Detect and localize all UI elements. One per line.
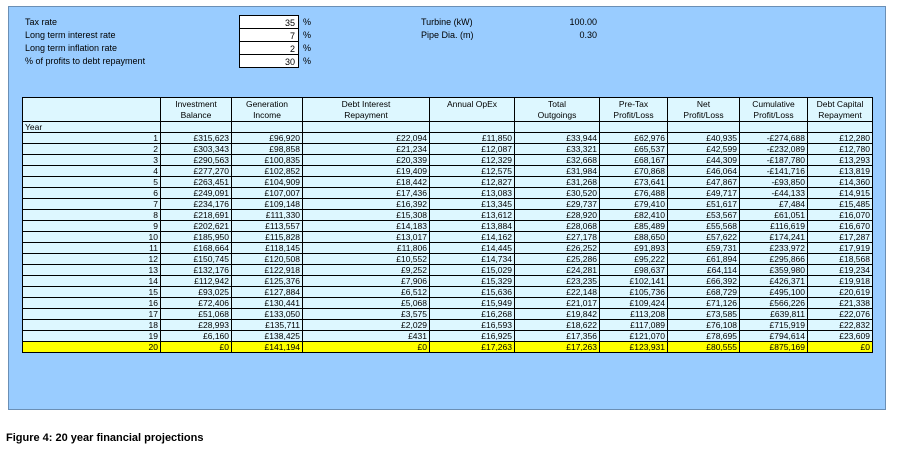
value-cell: £15,308 — [303, 210, 430, 221]
column-header — [430, 110, 515, 122]
tax-rate-cell[interactable]: 35 — [239, 15, 299, 29]
table-row — [23, 265, 873, 276]
value-cell: £13,017 — [303, 232, 430, 243]
value-cell: £76,108 — [668, 320, 740, 331]
value-cell: £17,287 — [808, 232, 873, 243]
value-cell: £98,637 — [600, 265, 668, 276]
param-unit: % — [303, 17, 312, 27]
param-label: Tax rate — [25, 17, 58, 27]
value-cell: £566,226 — [740, 298, 808, 309]
value-cell: £150,745 — [161, 254, 232, 265]
value-cell: £495,100 — [740, 287, 808, 298]
value-cell: £24,281 — [515, 265, 600, 276]
value-cell: £21,017 — [515, 298, 600, 309]
year-cell: 13 — [23, 265, 161, 276]
value-cell: £61,894 — [668, 254, 740, 265]
column-header: Balance — [161, 110, 232, 122]
value-cell: £185,950 — [161, 232, 232, 243]
year-cell: 3 — [23, 155, 161, 166]
value-cell: £123,931 — [600, 342, 668, 353]
value-cell: £168,664 — [161, 243, 232, 254]
value-cell: £102,852 — [232, 166, 303, 177]
value-cell: £25,286 — [515, 254, 600, 265]
table-row — [23, 309, 873, 320]
value-cell: £100,835 — [232, 155, 303, 166]
value-cell: £17,263 — [515, 342, 600, 353]
value-cell: £15,636 — [430, 287, 515, 298]
value-cell: £68,729 — [668, 287, 740, 298]
value-cell: £3,575 — [303, 309, 430, 320]
table-row — [23, 232, 873, 243]
value-cell: £59,731 — [668, 243, 740, 254]
year-cell: 17 — [23, 309, 161, 320]
value-cell: £14,445 — [430, 243, 515, 254]
param-label: Long term inflation rate — [25, 43, 118, 53]
debt-repayment-cell[interactable]: 30 — [239, 54, 299, 68]
value-cell: £13,345 — [430, 199, 515, 210]
value-cell: £15,329 — [430, 276, 515, 287]
value-cell: £249,091 — [161, 188, 232, 199]
table-row — [23, 298, 873, 309]
value-cell: £102,141 — [600, 276, 668, 287]
table-row — [23, 287, 873, 298]
table-row — [23, 144, 873, 155]
value-cell: £21,338 — [808, 298, 873, 309]
year-cell: 6 — [23, 188, 161, 199]
table-row — [23, 188, 873, 199]
value-cell: £11,806 — [303, 243, 430, 254]
value-cell: £138,425 — [232, 331, 303, 342]
param-unit: % — [303, 30, 312, 40]
value-cell: £14,162 — [430, 232, 515, 243]
value-cell: £27,178 — [515, 232, 600, 243]
value-cell: £65,537 — [600, 144, 668, 155]
inflation-rate-cell[interactable]: 2 — [239, 41, 299, 55]
value-cell: £875,169 — [740, 342, 808, 353]
value-cell: £47,867 — [668, 177, 740, 188]
value-cell: £55,568 — [668, 221, 740, 232]
year-cell: 20 — [23, 342, 161, 353]
year-cell: 5 — [23, 177, 161, 188]
value-cell: £72,406 — [161, 298, 232, 309]
year-cell: 2 — [23, 144, 161, 155]
value-cell: £12,780 — [808, 144, 873, 155]
value-cell: £70,868 — [600, 166, 668, 177]
table-row — [23, 155, 873, 166]
value-cell: £78,695 — [668, 331, 740, 342]
value-cell: £88,650 — [600, 232, 668, 243]
value-cell: £116,619 — [740, 221, 808, 232]
year-cell: 7 — [23, 199, 161, 210]
column-header: Investment — [161, 98, 232, 110]
table-row — [23, 276, 873, 287]
value-cell: £125,376 — [232, 276, 303, 287]
value-cell: £13,293 — [808, 155, 873, 166]
year-cell: 15 — [23, 287, 161, 298]
column-header: Profit/Loss — [600, 110, 668, 122]
value-cell: £0 — [161, 342, 232, 353]
year-cell: 1 — [23, 133, 161, 144]
value-cell: £133,050 — [232, 309, 303, 320]
value-cell: £28,993 — [161, 320, 232, 331]
value-cell: £62,976 — [600, 133, 668, 144]
column-header — [23, 110, 161, 122]
column-header: Income — [232, 110, 303, 122]
value-cell: -£232,089 — [740, 144, 808, 155]
value-cell: £18,622 — [515, 320, 600, 331]
column-header: Repayment — [303, 110, 430, 122]
value-cell: £18,568 — [808, 254, 873, 265]
value-cell: £20,339 — [303, 155, 430, 166]
table-row — [23, 331, 873, 342]
column-header: Pre-Tax — [600, 98, 668, 110]
value-cell: £141,194 — [232, 342, 303, 353]
value-cell: £16,670 — [808, 221, 873, 232]
value-cell: £15,029 — [430, 265, 515, 276]
value-cell: £85,489 — [600, 221, 668, 232]
value-cell: £19,842 — [515, 309, 600, 320]
param-unit: % — [303, 43, 312, 53]
table-row — [23, 210, 873, 221]
value-cell: £95,222 — [600, 254, 668, 265]
year-cell: 12 — [23, 254, 161, 265]
value-cell: £73,641 — [600, 177, 668, 188]
value-cell: £14,734 — [430, 254, 515, 265]
value-cell: £14,183 — [303, 221, 430, 232]
year-cell: 11 — [23, 243, 161, 254]
value-cell: £14,360 — [808, 177, 873, 188]
value-cell: £16,268 — [430, 309, 515, 320]
value-cell: £6,160 — [161, 331, 232, 342]
value-cell: -£44,133 — [740, 188, 808, 199]
year-cell: 10 — [23, 232, 161, 243]
value-cell: £26,252 — [515, 243, 600, 254]
value-cell: £57,622 — [668, 232, 740, 243]
value-cell: £98,858 — [232, 144, 303, 155]
value-cell: £12,280 — [808, 133, 873, 144]
value-cell: £79,410 — [600, 199, 668, 210]
value-cell: £22,076 — [808, 309, 873, 320]
year-cell: 18 — [23, 320, 161, 331]
table-row — [23, 342, 873, 353]
value-cell: £18,442 — [303, 177, 430, 188]
value-cell: £202,621 — [161, 221, 232, 232]
value-cell: £15,949 — [430, 298, 515, 309]
value-cell: £111,330 — [232, 210, 303, 221]
param-unit: % — [303, 56, 312, 66]
table-row — [23, 199, 873, 210]
value-cell: £431 — [303, 331, 430, 342]
value-cell: £96,920 — [232, 133, 303, 144]
value-cell: -£274,688 — [740, 133, 808, 144]
value-cell: £12,087 — [430, 144, 515, 155]
column-header — [23, 98, 161, 110]
spreadsheet-area — [8, 6, 886, 410]
value-cell: £121,070 — [600, 331, 668, 342]
value-cell: £13,612 — [430, 210, 515, 221]
value-cell: £12,329 — [430, 155, 515, 166]
value-cell: £120,508 — [232, 254, 303, 265]
value-cell: £68,167 — [600, 155, 668, 166]
interest-rate-cell[interactable]: 7 — [239, 28, 299, 42]
value-cell: £9,252 — [303, 265, 430, 276]
value-cell: £11,850 — [430, 133, 515, 144]
value-cell: £22,094 — [303, 133, 430, 144]
table-row — [23, 177, 873, 188]
turbine-value: 100.00 — [569, 17, 597, 27]
value-cell: £174,241 — [740, 232, 808, 243]
value-cell: £426,371 — [740, 276, 808, 287]
value-cell: £303,343 — [161, 144, 232, 155]
value-cell: £118,145 — [232, 243, 303, 254]
value-cell: £93,025 — [161, 287, 232, 298]
figure-caption: Figure 4: 20 year financial projections — [6, 432, 204, 444]
value-cell: £17,263 — [430, 342, 515, 353]
value-cell: £49,717 — [668, 188, 740, 199]
value-cell: -£141,716 — [740, 166, 808, 177]
column-header: Debt Capital — [808, 98, 873, 110]
value-cell: £359,980 — [740, 265, 808, 276]
value-cell: £639,811 — [740, 309, 808, 320]
value-cell: -£93,850 — [740, 177, 808, 188]
column-header: Repayment — [808, 110, 873, 122]
value-cell: £73,585 — [668, 309, 740, 320]
value-cell: £42,599 — [668, 144, 740, 155]
value-cell: £19,234 — [808, 265, 873, 276]
value-cell: £40,935 — [668, 133, 740, 144]
value-cell: £17,356 — [515, 331, 600, 342]
value-cell: £2,029 — [303, 320, 430, 331]
value-cell: £315,623 — [161, 133, 232, 144]
table-row — [23, 243, 873, 254]
year-cell: 9 — [23, 221, 161, 232]
value-cell: £66,392 — [668, 276, 740, 287]
value-cell: £277,270 — [161, 166, 232, 177]
param-label: Long term interest rate — [25, 30, 116, 40]
value-cell: £7,906 — [303, 276, 430, 287]
value-cell: £794,614 — [740, 331, 808, 342]
value-cell: £109,148 — [232, 199, 303, 210]
year-cell: 14 — [23, 276, 161, 287]
value-cell: £17,436 — [303, 188, 430, 199]
value-cell: £107,007 — [232, 188, 303, 199]
value-cell: £76,488 — [600, 188, 668, 199]
value-cell: £64,114 — [668, 265, 740, 276]
value-cell: £295,866 — [740, 254, 808, 265]
value-cell: £113,208 — [600, 309, 668, 320]
param-label: % of profits to debt repayment — [25, 56, 146, 66]
year-cell: 4 — [23, 166, 161, 177]
pipe-dia-value: 0.30 — [579, 30, 597, 40]
column-header: Net — [668, 98, 740, 110]
value-cell: £31,984 — [515, 166, 600, 177]
value-cell: £117,089 — [600, 320, 668, 331]
column-header: Outgoings — [515, 110, 600, 122]
value-cell: £5,068 — [303, 298, 430, 309]
value-cell: £12,827 — [430, 177, 515, 188]
value-cell: £130,441 — [232, 298, 303, 309]
value-cell: £44,309 — [668, 155, 740, 166]
value-cell: £80,555 — [668, 342, 740, 353]
value-cell: £16,925 — [430, 331, 515, 342]
value-cell: £122,918 — [232, 265, 303, 276]
column-header: Profit/Loss — [668, 110, 740, 122]
year-label-row — [23, 122, 873, 133]
value-cell: £14,915 — [808, 188, 873, 199]
value-cell: £132,176 — [161, 265, 232, 276]
value-cell: £29,737 — [515, 199, 600, 210]
value-cell: £91,893 — [600, 243, 668, 254]
column-header: Annual OpEx — [430, 98, 515, 110]
value-cell: £0 — [808, 342, 873, 353]
value-cell: £10,552 — [303, 254, 430, 265]
table-row — [23, 254, 873, 265]
value-cell: £17,919 — [808, 243, 873, 254]
value-cell: £12,575 — [430, 166, 515, 177]
column-header: Cumulative — [740, 98, 808, 110]
value-cell: £113,557 — [232, 221, 303, 232]
column-header: Profit/Loss — [740, 110, 808, 122]
value-cell: £290,563 — [161, 155, 232, 166]
value-cell: £112,942 — [161, 276, 232, 287]
turbine-label: Turbine (kW) — [421, 17, 473, 27]
value-cell: £19,918 — [808, 276, 873, 287]
value-cell: £23,235 — [515, 276, 600, 287]
value-cell: £46,064 — [668, 166, 740, 177]
pipe-dia-label: Pipe Dia. (m) — [421, 30, 474, 40]
value-cell: £32,668 — [515, 155, 600, 166]
year-cell: 8 — [23, 210, 161, 221]
value-cell: £16,593 — [430, 320, 515, 331]
value-cell: £13,884 — [430, 221, 515, 232]
value-cell: £28,068 — [515, 221, 600, 232]
value-cell: £61,051 — [740, 210, 808, 221]
value-cell: £109,424 — [600, 298, 668, 309]
year-cell: 19 — [23, 331, 161, 342]
year-label: Year — [23, 122, 161, 133]
value-cell: £0 — [303, 342, 430, 353]
value-cell: £135,711 — [232, 320, 303, 331]
value-cell: £115,828 — [232, 232, 303, 243]
value-cell: £51,068 — [161, 309, 232, 320]
value-cell: £16,070 — [808, 210, 873, 221]
value-cell: £31,268 — [515, 177, 600, 188]
column-header: Generation — [232, 98, 303, 110]
value-cell: £715,919 — [740, 320, 808, 331]
value-cell: £23,609 — [808, 331, 873, 342]
value-cell: £263,451 — [161, 177, 232, 188]
value-cell: £22,832 — [808, 320, 873, 331]
projections-table — [22, 97, 873, 353]
value-cell: £33,321 — [515, 144, 600, 155]
value-cell: £28,920 — [515, 210, 600, 221]
value-cell: £30,520 — [515, 188, 600, 199]
value-cell: £218,691 — [161, 210, 232, 221]
value-cell: £6,512 — [303, 287, 430, 298]
value-cell: £234,176 — [161, 199, 232, 210]
value-cell: £105,736 — [600, 287, 668, 298]
value-cell: £16,392 — [303, 199, 430, 210]
value-cell: £33,944 — [515, 133, 600, 144]
value-cell: £20,619 — [808, 287, 873, 298]
value-cell: £13,083 — [430, 188, 515, 199]
value-cell: £71,126 — [668, 298, 740, 309]
value-cell: £21,234 — [303, 144, 430, 155]
value-cell: £82,410 — [600, 210, 668, 221]
table-row — [23, 133, 873, 144]
value-cell: £51,617 — [668, 199, 740, 210]
value-cell: £127,884 — [232, 287, 303, 298]
value-cell: £233,972 — [740, 243, 808, 254]
value-cell: £19,409 — [303, 166, 430, 177]
table-row — [23, 320, 873, 331]
table-row — [23, 166, 873, 177]
value-cell: £13,819 — [808, 166, 873, 177]
table-row — [23, 221, 873, 232]
value-cell: £15,485 — [808, 199, 873, 210]
value-cell: -£187,780 — [740, 155, 808, 166]
value-cell: £53,567 — [668, 210, 740, 221]
value-cell: £22,148 — [515, 287, 600, 298]
value-cell: £7,484 — [740, 199, 808, 210]
column-header: Total — [515, 98, 600, 110]
value-cell: £104,909 — [232, 177, 303, 188]
year-cell: 16 — [23, 298, 161, 309]
column-header: Debt Interest — [303, 98, 430, 110]
